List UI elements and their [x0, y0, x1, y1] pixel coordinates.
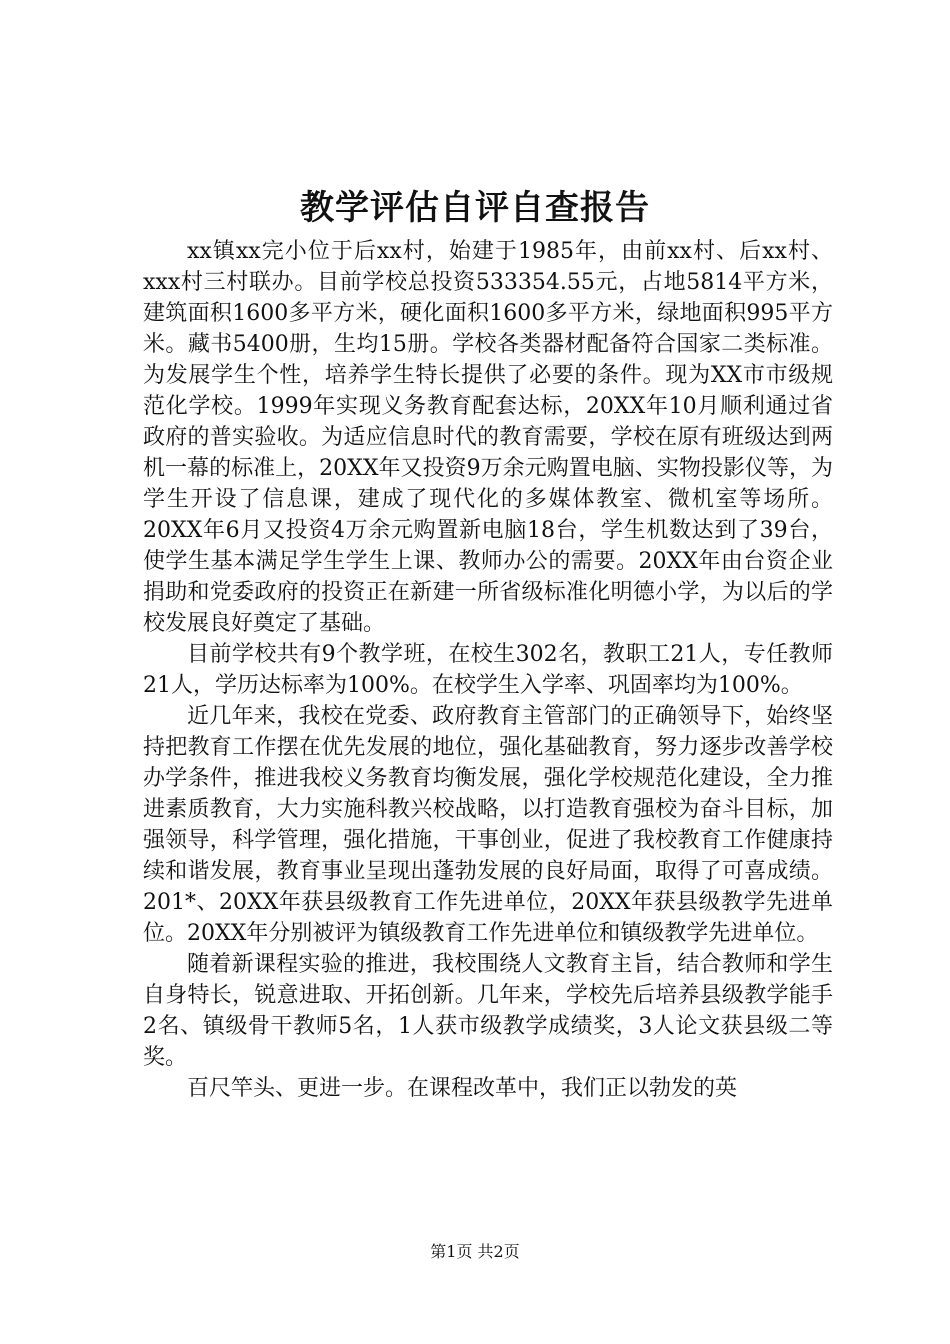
paragraph-enrollment: 目前学校共有9个教学班，在校生302名，教职工21人，专任教师21人，学历达标率为100%。在校学生入学率、巩固率均为100%。 [143, 642, 833, 698]
paragraph-continuation: 百尺竿头、更进一步。在课程改革中，我们正以勃发的英 [187, 1076, 738, 1101]
document-title: 教学评估自评自查报告 [300, 188, 650, 228]
paragraph-curriculum-reform: 随着新课程实验的推进，我校围绕人文教育主旨，结合教师和学生自身特长，锐意进取、开拓创新。几年来，学校先后培养县级教学能手2名、镇级骨干教师5名，1人获市级教学成绩奖，3人论文获县级二等奖。 [143, 952, 833, 1070]
page-number-footer: 第1页 共2页 [430, 1242, 520, 1261]
document-body [143, 236, 833, 1104]
paragraph-school-overview: xx镇xx完小位于后xx村，始建于1985年，由前xx村、后xx村、xxx村三村联办。目前学校总投资533354.55元，占地5814平方米，建筑面积1600多平方米，硬化面积1600多平方米，绿地面积995平方米。藏书5400册，生均15册。学校各类器材配备符合国家二类标准。为发展学生个性，培养学生特长提供了必要的条件。现为XX市市级规范化学校。1999年实现义务教育配套达标，20XX年10月顺利通过省政府的普实验收。为适应信息时代的教育需要，学校在原有班级达到两机一幕的标准上，20XX年又投资9万余元购置电脑、实物投影仪等，为学生开设了信息课，建成了现代化的多媒体教室、微机室等场所。20XX年6月又投资4万余元购置新电脑18台，学生机数达到了39台，使学生基本满足学生学生上课、教师办公的需要。20XX年由台资企业捐助和党委政府的投资正在新建一所省级标准化明德小学，为以后的学校发展良好奠定了基础。 [143, 239, 833, 636]
paragraph-achievements: 近几年来，我校在党委、政府教育主管部门的正确领导下，始终坚持把教育工作摆在优先发展的地位，强化基础教育，努力逐步改善学校办学条件，推进我校义务教育均衡发展，强化学校规范化建设，全力推进素质教育，大力实施科教兴校战略，以打造教育强校为奋斗目标，加强领导，科学管理，强化措施，干事创业，促进了我校教育工作健康持续和谐发展，教育事业呈现出蓬勃发展的良好局面，取得了可喜成绩。201*、20XX年获县级教育工作先进单位，20XX年获县级教学先进单位。20XX年分别被评为镇级教育工作先进单位和镇级教学先进单位。 [143, 704, 833, 946]
